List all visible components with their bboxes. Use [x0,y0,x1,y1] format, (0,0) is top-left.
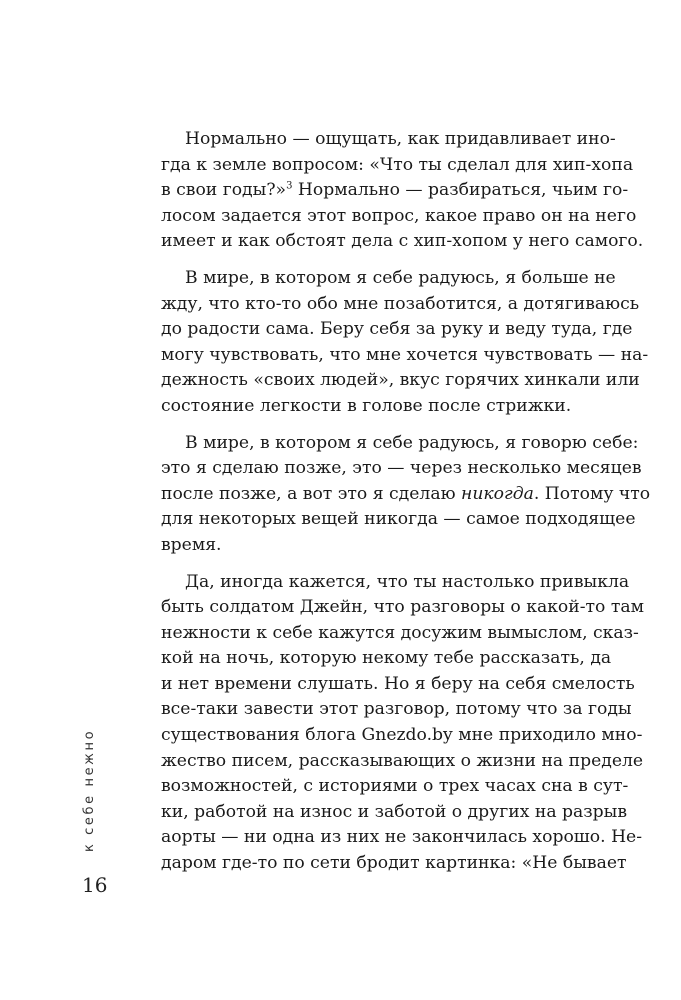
text-line: аорты — ни одна из них не закончилась хорошо. Не- [161,827,643,848]
text-line: лосом задается этот вопрос, какое право он на него [161,205,637,226]
paragraph-4 [161,570,644,877]
paragraph-1 [161,127,644,255]
text-line: могу чувствовать, что мне хочется чувствовать — на- [161,344,649,365]
body-text [161,127,651,888]
page-number: 16 [82,873,108,897]
text-line: дежность «своих людей», вкус горячих хинкали или [161,370,640,391]
text-line: жество писем, рассказывающих о жизни на пределе [161,750,644,771]
text-line [161,482,651,508]
text-line: имеет и как обстоят дела с хип-хопом у него самого. [161,231,644,252]
text-line: даром где-то по сети бродит картинка: «Не бывает [161,853,627,874]
text-fragment: после позже, а вот это я сделаю [161,483,462,504]
text-line: для некоторых вещей никогда — самое подходящее [161,509,636,530]
text-line: Да, иногда кажется, что ты настолько привыкла [185,571,630,592]
running-head: к себе нежно [82,728,97,852]
text-line [161,178,629,204]
text-line: кой на ночь, которую некому тебе рассказать, да [161,648,612,669]
text-line: жду, что кто-то обо мне позаботится, а дотягиваюсь [161,293,640,314]
text-line: ки, работой на износ и заботой о других на разрыв [161,801,628,822]
footnote-mark[interactable]: 3 [286,180,293,192]
text-line: быть солдатом Джейн, что разговоры о какой-то там [161,597,644,618]
paragraph-2 [161,266,649,420]
text-line: возможностей, с историями о трех часах сна в сут- [161,776,629,797]
text-line: до радости сама. Беру себя за руку и веду туда, где [161,319,633,340]
text-fragment: Нормально — разбираться, чьим го- [292,180,629,201]
text-line: существования блога Gnezdo.by мне приходило мно- [161,725,643,746]
text-line: и нет времени слушать. Но я беру на себя смелость [161,673,635,694]
text-line: это я сделаю позже, это — через несколько месяцев [161,458,642,479]
paragraph-3 [161,431,651,559]
text-line: все-таки завести этот разговор, потому что за годы [161,699,632,720]
text-line: состояние легкости в голове после стрижки. [161,395,572,416]
emphasis-text: никогда [461,483,534,504]
text-line: гда к земле вопросом: «Что ты сделал для хип-хопа [161,154,634,175]
text-line: время. [161,534,222,555]
text-line: Нормально — ощущать, как придавливает ино- [185,129,616,149]
text-fragment: . Потому что [533,483,651,504]
text-fragment: в свои годы?» [161,180,287,201]
text-line: В мире, в котором я себе радуюсь, я говорю себе: [185,432,639,453]
text-line: В мире, в котором я себе радуюсь, я больше не [185,267,616,288]
text-line: нежности к себе кажутся досужим вымыслом, сказ- [161,622,639,643]
